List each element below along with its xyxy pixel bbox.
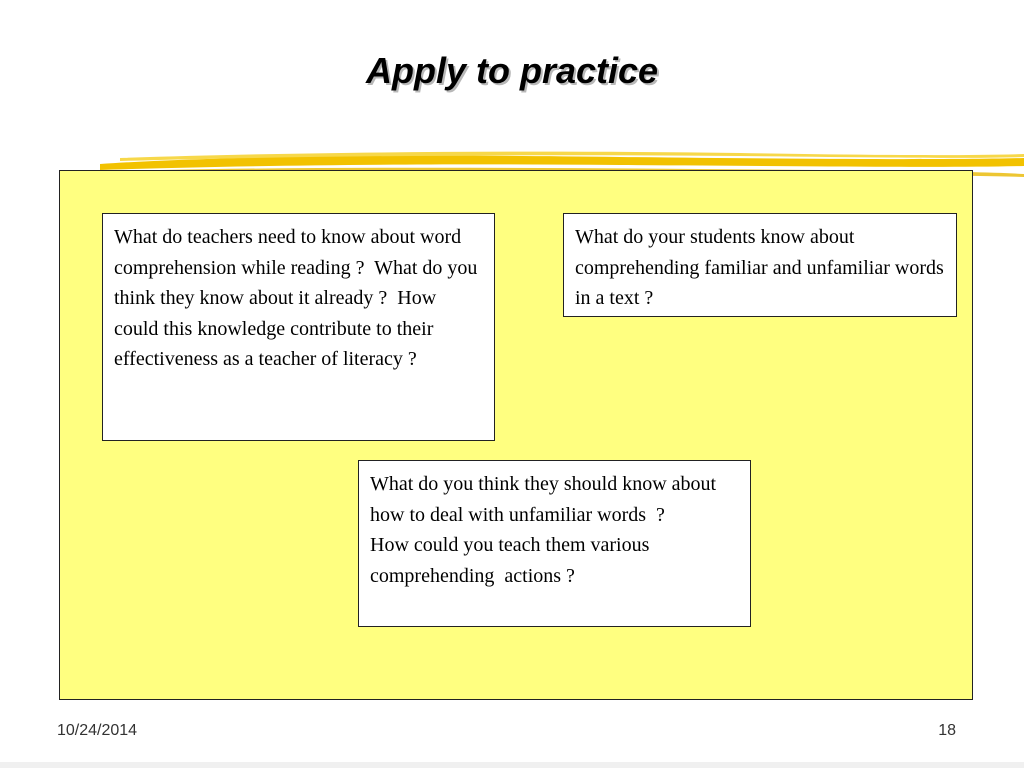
question-box-unfamiliar-words: What do you think they should know about how to deal with unfamiliar words ? How could you teach them various comprehending actions ? — [358, 460, 751, 627]
bottom-strip — [0, 762, 1024, 768]
question-box-students-knowledge: What do your students know about comprehending familiar and unfamiliar words in a text ? — [563, 213, 957, 317]
slide-page-number: 18 — [938, 722, 956, 739]
slide-date: 10/24/2014 — [57, 722, 138, 739]
question-box-teachers-knowledge: What do teachers need to know about word comprehension while reading ? What do you think they know about it already ? How could this knowledge contribute to their effectiveness as a teacher of literacy ? — [102, 213, 495, 441]
slide-title: Apply to practice — [365, 50, 659, 91]
